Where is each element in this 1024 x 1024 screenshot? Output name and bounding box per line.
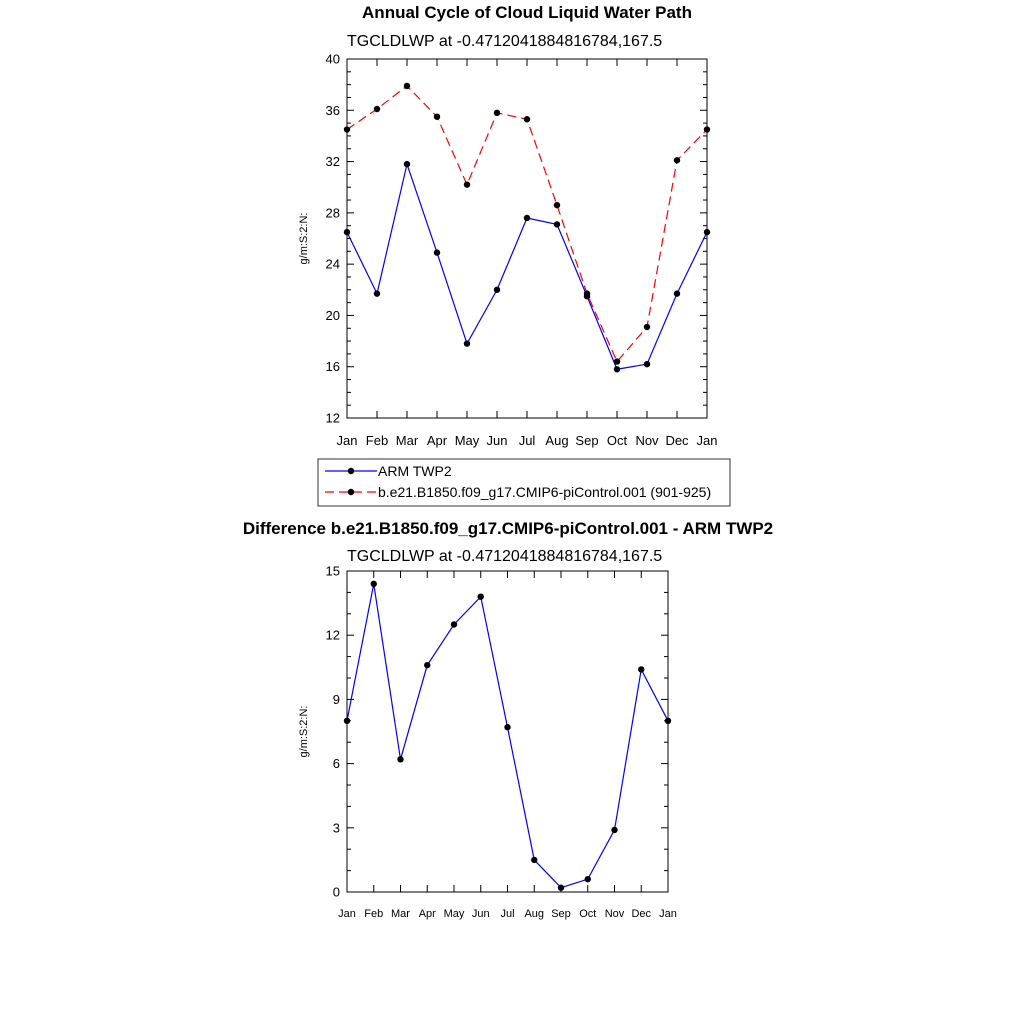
data-point-s1-4 <box>464 181 470 187</box>
data-point-s0-7 <box>531 857 537 863</box>
data-point-s0-10 <box>644 361 650 367</box>
x-tick-label: Jun <box>486 433 508 448</box>
plot-frame <box>347 571 668 892</box>
data-point-s1-0 <box>344 126 350 132</box>
x-tick-label: Aug <box>524 908 545 920</box>
y-tick-label: 40 <box>325 51 340 67</box>
data-point-s0-9 <box>614 366 620 372</box>
y-tick-label: 24 <box>325 256 340 272</box>
y-axis-label: g/m:S:2:N: <box>298 705 310 758</box>
chart1-plot <box>298 52 717 449</box>
legend-label-1: b.e21.B1850.f09_g17.CMIP6-piControl.001 (901-925) <box>378 484 712 500</box>
x-tick-label: Apr <box>418 908 436 920</box>
x-tick-label: Jan <box>696 433 718 448</box>
data-point-s1-1 <box>374 106 380 112</box>
chart1-title: Annual Cycle of Cloud Liquid Water Path <box>362 3 692 22</box>
legend-marker-0 <box>348 468 354 474</box>
y-tick-label: 28 <box>325 205 340 221</box>
legend-label-0: ARM TWP2 <box>378 463 452 479</box>
data-point-s0-11 <box>638 666 644 672</box>
legend-marker-1 <box>348 489 354 495</box>
data-point-s0-3 <box>434 249 440 255</box>
series-line-0 <box>347 164 707 369</box>
x-tick-label: Dec <box>631 908 652 920</box>
data-point-s0-5 <box>494 287 500 293</box>
x-tick-label: Jan <box>659 908 677 920</box>
x-tick-label: Jul <box>500 908 515 920</box>
data-point-s0-0 <box>344 718 350 724</box>
data-point-s0-6 <box>524 215 530 221</box>
y-tick-label: 36 <box>325 102 340 118</box>
data-point-s0-4 <box>464 340 470 346</box>
data-point-s0-0 <box>344 229 350 235</box>
x-tick-label: Sep <box>575 433 599 448</box>
data-point-s1-6 <box>524 116 530 122</box>
x-tick-label: Dec <box>665 433 689 448</box>
y-tick-label: 6 <box>332 756 340 772</box>
x-tick-label: May <box>454 433 480 448</box>
x-tick-label: Mar <box>391 908 410 920</box>
data-point-s0-12 <box>665 718 671 724</box>
x-tick-label: Feb <box>365 433 389 448</box>
data-point-s0-9 <box>585 876 591 882</box>
chart1-legend <box>318 459 730 506</box>
data-point-s0-5 <box>478 593 484 599</box>
chart1-subtitle: TGCLDLWP at -0.4712041884816784,167.5 <box>347 33 663 50</box>
data-point-s1-9 <box>614 358 620 364</box>
x-tick-label: Sep <box>551 908 571 920</box>
x-tick-label: Oct <box>606 433 628 448</box>
x-tick-label: Apr <box>426 433 448 448</box>
y-tick-label: 15 <box>325 563 340 579</box>
x-tick-label: Mar <box>395 433 419 448</box>
chart2-subtitle: TGCLDLWP at -0.4712041884816784,167.5 <box>347 548 663 565</box>
data-point-s1-5 <box>494 110 500 116</box>
y-tick-label: 12 <box>325 410 340 426</box>
chart2-plot <box>298 564 677 921</box>
data-point-s1-8 <box>584 290 590 296</box>
data-point-s1-10 <box>644 324 650 330</box>
y-tick-label: 16 <box>325 359 340 375</box>
x-tick-label: Jul <box>518 433 536 448</box>
x-tick-label: Feb <box>364 908 384 920</box>
data-point-s0-2 <box>397 756 403 762</box>
series-line-1 <box>347 86 707 362</box>
y-tick-label: 12 <box>325 627 340 643</box>
data-point-s0-7 <box>554 221 560 227</box>
data-point-s0-6 <box>504 724 510 730</box>
data-point-s1-12 <box>704 126 710 132</box>
data-point-s0-2 <box>404 161 410 167</box>
data-point-s1-2 <box>404 83 410 89</box>
x-tick-label: Jun <box>471 908 490 920</box>
y-tick-label: 0 <box>332 884 340 900</box>
data-point-s0-12 <box>704 229 710 235</box>
y-tick-label: 9 <box>332 691 340 707</box>
data-point-s0-11 <box>674 290 680 296</box>
y-tick-label: 3 <box>332 820 340 836</box>
y-axis-label: g/m:S:2:N: <box>298 212 310 265</box>
data-point-s0-8 <box>558 885 564 891</box>
data-point-s1-3 <box>434 113 440 119</box>
data-point-s1-7 <box>554 202 560 208</box>
y-tick-label: 32 <box>325 154 340 170</box>
data-point-s0-1 <box>374 290 380 296</box>
x-tick-label: Aug <box>545 433 569 448</box>
data-point-s1-11 <box>674 157 680 163</box>
y-tick-label: 20 <box>325 307 340 323</box>
x-tick-label: Jan <box>336 433 358 448</box>
data-point-s0-3 <box>424 662 430 668</box>
chart2-title: Difference b.e21.B1850.f09_g17.CMIP6-piControl.001 - ARM TWP2 <box>242 519 774 538</box>
data-point-s0-4 <box>451 621 457 627</box>
x-tick-label: Nov <box>635 433 659 448</box>
x-tick-label: Oct <box>579 908 597 920</box>
plot-frame <box>347 59 707 418</box>
data-point-s0-10 <box>611 827 617 833</box>
x-tick-label: Jan <box>338 908 356 920</box>
data-point-s0-1 <box>371 581 377 587</box>
x-tick-label: May <box>443 908 465 920</box>
x-tick-label: Nov <box>604 908 625 920</box>
series-line-0 <box>347 584 668 888</box>
